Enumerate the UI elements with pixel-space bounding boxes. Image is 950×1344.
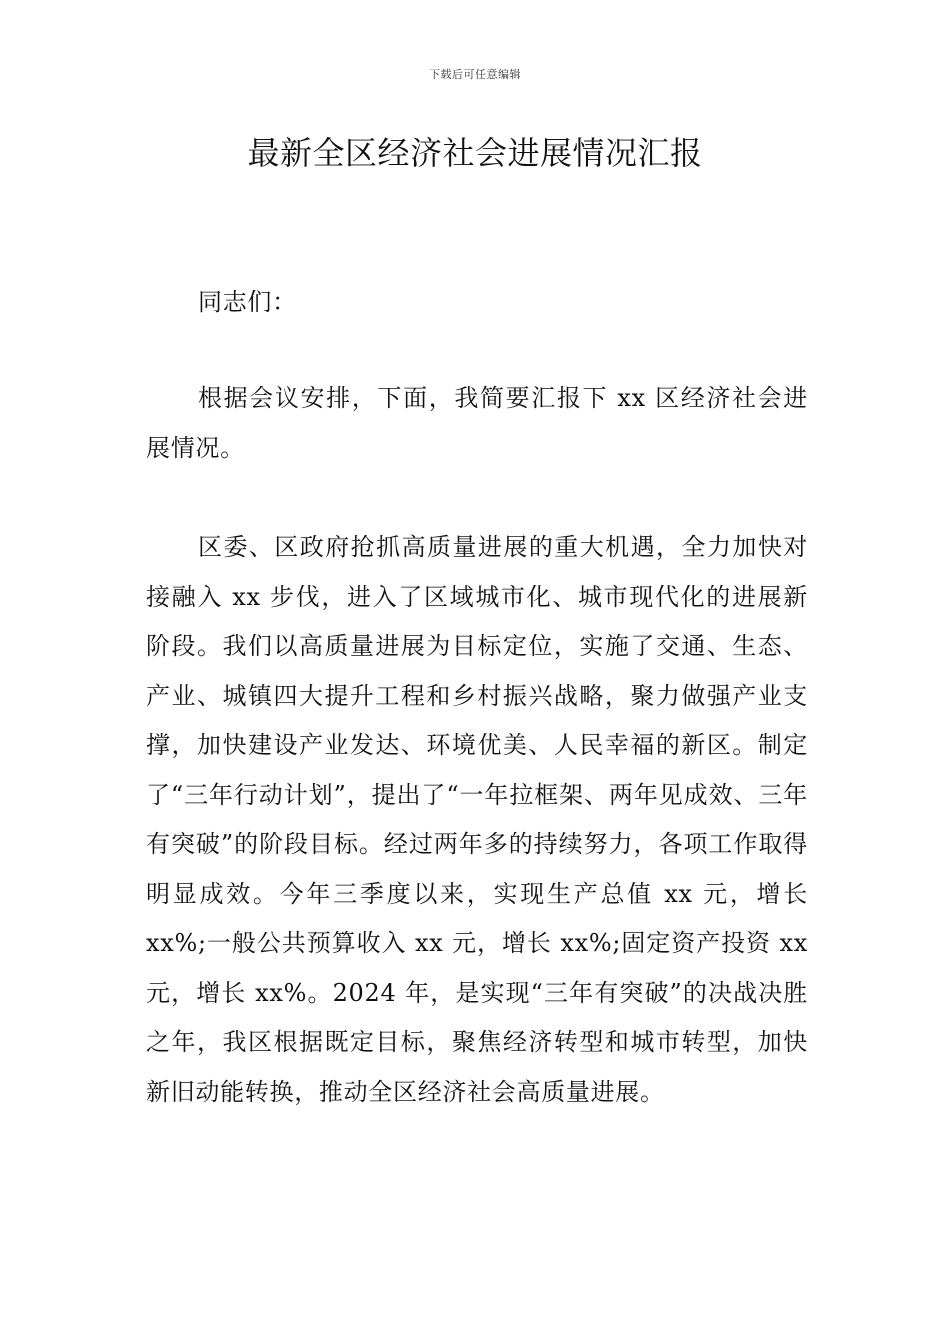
salutation: 同志们： [198,288,297,316]
paragraph-achievements: 区委、区政府抢抓高质量进展的重大机遇，全力加快对接融入 xx 步伐，进入了区域城市化、城市现代化的进展新阶段。我们以高质量进展为目标定位，实施了交通、生态、产业、城镇四大提升工程和乡村振兴战略，聚力做强产业支撑，加快建设产业发达、环境优美、人民幸福的新区。制定了“三年行动计划”，提出了“一年拉框架、两年见成效、三年有突破”的阶段目标。经过两年多的持续努力，各项工作取得明显成效。今年三季度以来，实现生产总值 xx 元，增长 xx%;一般公共预算收入 xx 元，增长 xx%;固定资产投资 xx 元，增长 xx%。2024 年，是实现“三年有突破”的决战决胜之年，我区根据既定目标，聚焦经济转型和城市转型，加快新旧动能转换，推动全区经济社会高质量进展。 [146,533,808,1106]
paragraph-intro: 根据会议安排，下面，我简要汇报下 xx 区经济社会进展情况。 [146,384,808,462]
document-title: 最新全区经济社会进展情况汇报 [247,134,703,172]
header-note: 下载后可任意编辑 [429,68,521,81]
